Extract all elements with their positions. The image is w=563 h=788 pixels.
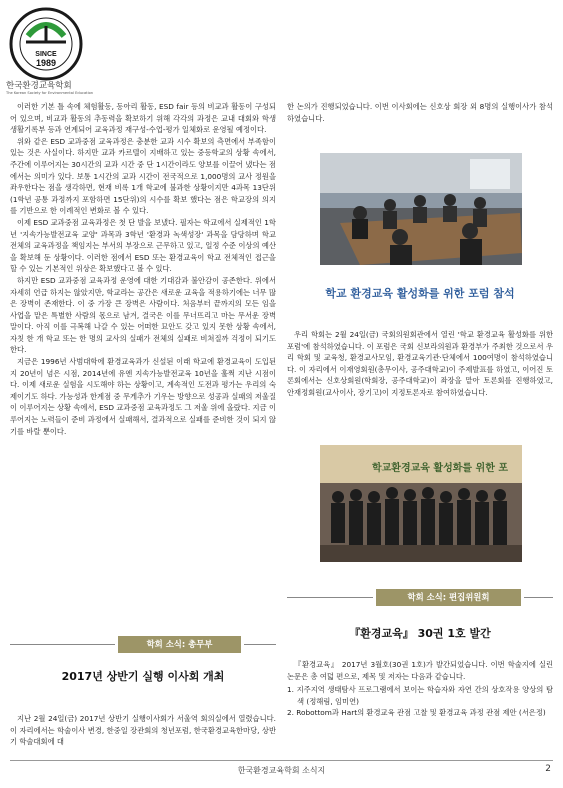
section-tag-board: 학회 소식: 총무부 xyxy=(118,636,241,653)
divider xyxy=(524,597,553,598)
forum-banner-text: 학교환경교육 활성화를 위한 포 xyxy=(371,463,509,474)
board-meeting-text-continued xyxy=(287,101,553,124)
paragraph: 우리 학회는 2월 24일(금) 국회의원회관에서 열린 '학교 환경교육 활성화를 위한 포럼'에 참석하였습니다. 이 포럼은 국회 신보라의원과 환경부가 주최한 것으로서 우리 학회 및 교육청, 환경교사모임, 환경교육기관·단체에서 100여명이 참석하였습니다. 이 자리에서 이재영회원(총무이사, 공주대학교)이 주제발표를 하였고, 이어진 토론회에서는 신호상회원(학회장, 공주대학교)이 좌장을 맡아 토론회를 진행하였고, 안재정회원(교사이사, 장기고)이 지정토론자로 참여하였습니다. xyxy=(287,330,553,397)
paragraph: 하지만 ESD 교과중점 교육과정 운영에 대한 기대감과 불안감이 공존한다. 위에서 자세히 언급 하지는 않았지만, 학교라는 공간은 새로운 교육을 적용하기에는 너무 많은 장벽이 존재한다. 이 중 가장 큰 장벽은 사람이다. 처음부터 끝까지의 모든 임을 사업을 맡은 특별한 사람의 몫으로 남겨, 결국은 이를 무너뜨리고 마는 무서운 장벽 말이다. 아직 이를 극복해 나갈 수 있는 어떠한 묘안도 갖고 있지 못한 상황 속에서, 자칫 한 개 학교 또는 한 명의 교사의 실패가 전체의 실패로 비쳐질까 걱정이 되기도 한다. xyxy=(10,275,276,355)
heading-journal: 『환경교육』 30권 1호 발간 xyxy=(349,627,491,640)
footer-divider xyxy=(10,760,553,761)
journal-list-item: 2. Robottom과 Hart의 환경교육 관점 고찰 및 환경교육 과정 관점 제안 (서은정) xyxy=(287,708,546,718)
paragraph: 『환경교육』 2017년 3월호(30권 1호)가 발간되었습니다. 이번 학술지에 실린 논문은 총 여덟 편으로, 제목 및 저자는 다음과 같습니다. xyxy=(287,660,553,681)
forum-text xyxy=(287,329,553,399)
forum-photo xyxy=(320,445,522,562)
paragraph: 지난 2월 24일(금) 2017년 상반기 실행이사회가 서울역 회의실에서 열렸습니다. 이 자리에서는 학술이사 변경, 한중일 장관회의 청년포럼, 한국환경교육한마당, 상반기 학술대회에 대 xyxy=(10,714,276,747)
paragraph: 한 논의가 진행되었습니다. 이번 이사회에는 신호상 회장 외 8명의 실행이사가 참석하였습니다. xyxy=(287,102,553,123)
paragraph: 이러한 기본 틀 속에 체험활동, 동아리 활동, ESD fair 등의 비교과 활동이 구성되어 있으며, 비교과 활동의 추동력을 확보하기 위해 각각의 과정은 교내 대회와 학생생활기록부 등과 연계되어 교육과정 재구성-수업-평가 일체화로 운영될 예정이다. xyxy=(10,102,276,135)
journal-list-item: 1. 지주지역 생태탐사 프로그램에서 보이는 학습자와 자연 간의 상호작용 양상의 탐색 (정해림, 임미연) xyxy=(287,685,553,706)
divider xyxy=(10,644,115,645)
paragraph: 위와 같은 ESD 교과중점 교육과정은 충분한 교과 시수 확보의 측면에서 부족함이 있는 것은 사실이다. 하지만 교과 카르텔이 지배하고 있는 중등학교의 상황 속에서, 주간에 이루어지는 30시간의 교과 시간 중 단 1시간이라도 양보를 이끌어 냈다는 점에서는 의미가 있다. 보통 1시간의 교과 시간이 전국적으로 1,000명의 교사 정원을 좌우한다는 점을 생각하면, 현재 비록 1개 학교에 불과한 상황이지만 4과목 13단위(1학년 공통 과정까지 포함하면 15단위)의 시수를 확보 했다는 점은 학교장의 의지를 기반으로 한 이례적인 변화로 볼 수 있다. xyxy=(10,136,276,216)
divider xyxy=(287,597,373,598)
heading-board-meeting: 2017년 상반기 실행 이사회 개최 xyxy=(61,670,225,683)
section-tag-editorial: 학회 소식: 편집위원회 xyxy=(376,589,521,606)
board-meeting-text xyxy=(10,713,276,748)
footer-title: 한국환경교육학회 소식지 xyxy=(237,766,326,775)
heading-forum: 학교 환경교육 활성화를 위한 포럼 참석 xyxy=(325,287,515,300)
svg-text:SINCE: SINCE xyxy=(35,51,57,58)
page-number: 2 xyxy=(545,764,551,774)
society-name-kr: 한국환경교육학회 xyxy=(6,81,72,91)
board-meeting-photo xyxy=(320,153,522,265)
journal-text xyxy=(287,659,553,719)
svg-text:1989: 1989 xyxy=(35,58,57,68)
society-name xyxy=(6,82,126,96)
left-article-body xyxy=(10,101,276,437)
paragraph: 지금은 1996년 사범대학에 환경교육과가 신설된 이래 학교에 환경교육이 도입된 지 20년이 넘은 시점, 2014년에 유엔 지속가능발전교육 10년을 훌쩍 지난 시점이다. 이제 새로운 실험을 시도해야 하는 상황이고, 계속적인 도전과 평가는 우리의 숙제이기도 하다. 가능성과 한계점 중 무게추가 기우는 방향으로 성공과 실패의 저울질이 이루어지는 상황 속에서, ESD 교과중점 교육과정도 그 저울 위에 올랐다. 지금 이루어지는 노력들이 준비 과정에서 실패해서, 결과적으로 실패를 준비한 것이 되지 않기를 바랄 뿐이다. xyxy=(10,357,276,436)
divider xyxy=(244,644,276,645)
paragraph: 이제 ESD 교과중점 교육과정은 첫 단 발을 보냈다. 필자는 학교에서 실제적인 1학년 '지속가능발전교육 교양' 과목과 3학년 '환경과 녹색성장' 과목을 담당하며 학교 전체의 교육과정을 책임지는 부서의 부장으로 근무하고 있고, 일정 수준 이상의 예산을 확보해 둔 상황이다. 이러한 점에서 ESD 또는 환경교육이 학교 전체적인 접근을 할 수 있는 기본적인 위상은 확보했다고 볼 수 있다. xyxy=(10,217,276,274)
society-logo xyxy=(6,6,86,82)
society-name-en: The Korean Society for Environmental Education xyxy=(6,91,94,96)
